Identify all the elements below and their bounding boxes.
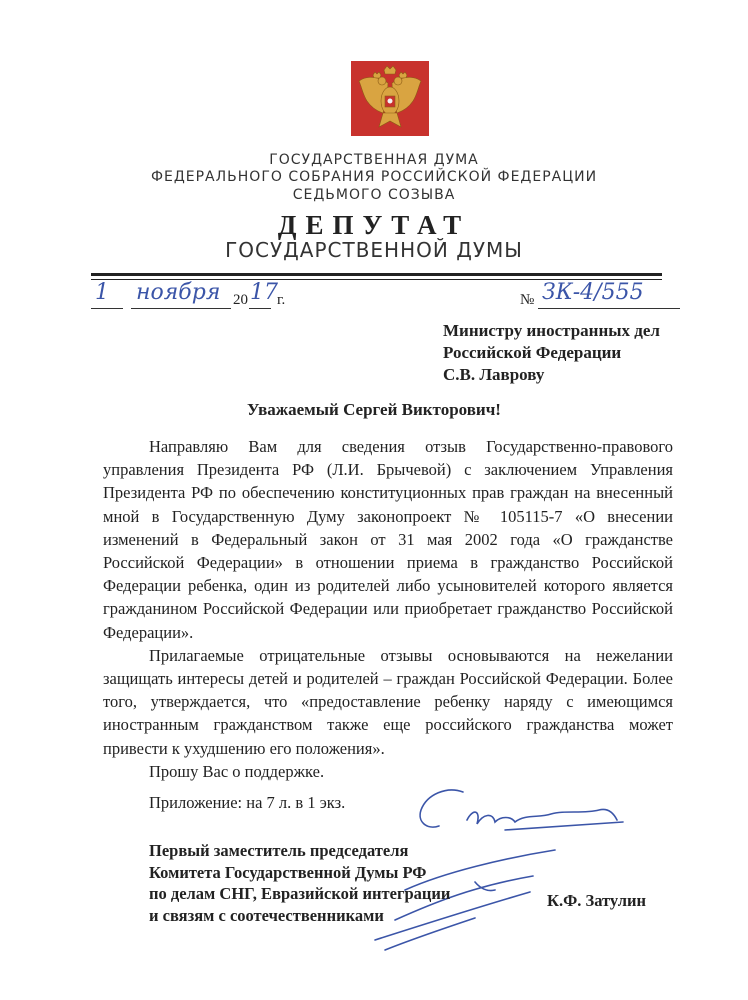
date-month-underline <box>131 308 231 309</box>
position-line-4: и связям с соотечественниками <box>149 905 384 925</box>
signatory-name: К.Ф. Затулин <box>547 891 647 910</box>
date-day: 1 <box>95 280 109 305</box>
number-underline <box>538 308 680 309</box>
date-suffix: г. <box>277 292 286 308</box>
body-paragraph-1: Направляю Вам для сведения отзыв Государственно-правового управления Президента РФ (Л.И. Брычевой) с заключением Управления Президента РФ по обеспечению конституционных прав граждан на внесенный мной в Государственную Думу законопроект № 105115-7 «О внесении изменений в Федеральный закон от 31 мая 2002 года «О гражданстве Российской Федерации» в отношении приема в гражданство Российской Федерации ребенка, один из родителей либо усыновителей которого является гражданином Российской Федерации или приобретает гражданство Российской Федерации». <box>103 437 673 642</box>
addressee-line-1: Министру иностранных дел <box>443 321 660 340</box>
letterhead-line-1: ГОСУДАРСТВЕННАЯ ДУМА <box>269 152 479 168</box>
position-line-3: по делам СНГ, Евразийской интеграции <box>149 884 451 903</box>
date-year-suffix: 17 <box>250 280 278 305</box>
letterhead-title: ДЕПУТАТ <box>277 210 471 240</box>
letterhead-line-3: СЕДЬМОГО СОЗЫВА <box>292 187 456 203</box>
number-sign: № <box>520 292 535 308</box>
position-line-2: Комитета Государственной Думы РФ <box>149 862 427 882</box>
date-year-underline <box>249 308 271 309</box>
outgoing-number-field <box>520 280 680 310</box>
body-paragraph-3: Прошу Вас о поддержке. <box>149 761 325 781</box>
coat-of-arms-emblem <box>351 61 429 136</box>
letterhead-subtitle: ГОСУДАРСТВЕННОЙ ДУМЫ <box>225 238 523 262</box>
date-year-prefix: 20 <box>233 292 248 308</box>
letter-body <box>103 435 673 783</box>
date-month: ноября <box>136 280 221 305</box>
header-rule-thick <box>91 273 662 276</box>
date-field <box>91 280 301 310</box>
addressee-block <box>443 320 660 386</box>
addressee-line-3: С.В. Лаврову <box>443 365 545 384</box>
body-paragraph-2: Прилагаемые отрицательные отзывы основываются на нежелании защищать интересы детей и родителей – граждан Российской Федерации. Более того, утверждается, что «предоставление ребенку наряду с имеющимся иностранным гражданством также еще российского гражданства может привести к ухудшению его положения». <box>103 645 673 758</box>
salutation: Уважаемый Сергей Викторович! <box>247 400 501 419</box>
date-day-underline <box>91 308 123 309</box>
addressee-line-2: Российской Федерации <box>443 343 622 362</box>
attachment-note: Приложение: на 7 л. в 1 экз. <box>149 793 346 812</box>
signatory-position <box>149 840 450 926</box>
letterhead-line-2: ФЕДЕРАЛЬНОГО СОБРАНИЯ РОССИЙСКОЙ ФЕДЕРАЦИИ <box>150 169 598 185</box>
position-line-1: Первый заместитель председателя <box>149 841 409 860</box>
number-value: ЗК-4/555 <box>542 280 644 305</box>
